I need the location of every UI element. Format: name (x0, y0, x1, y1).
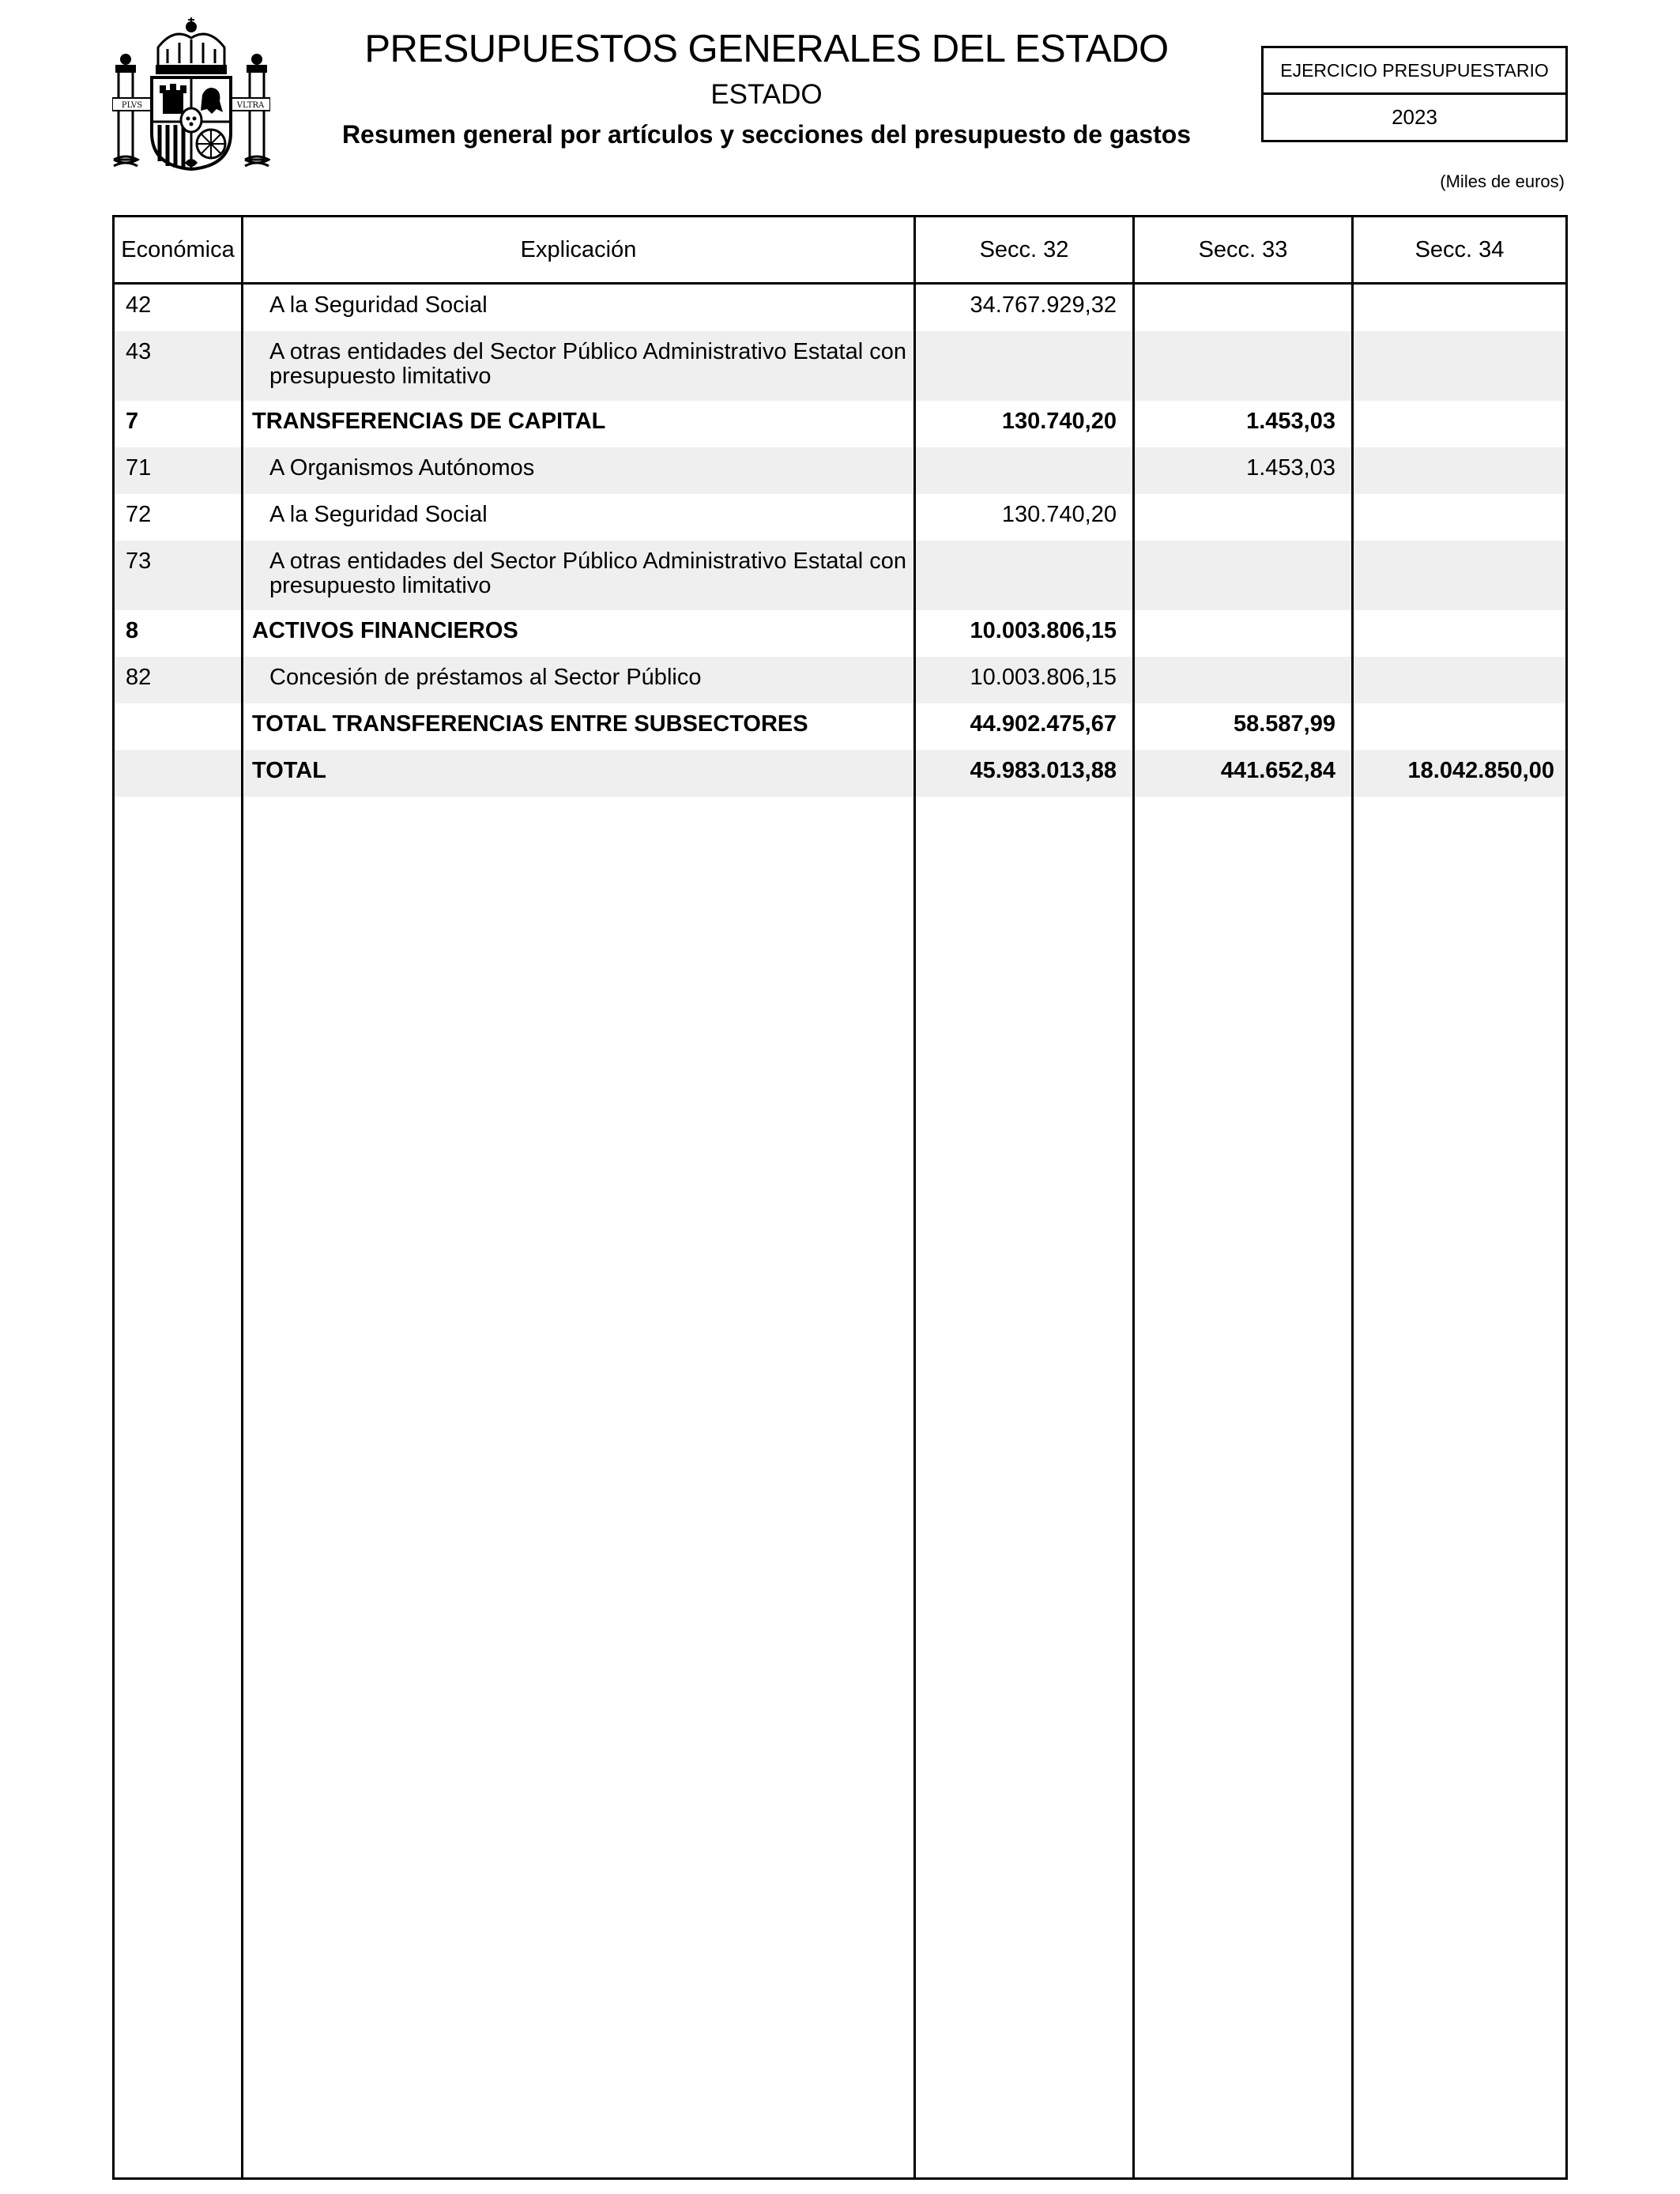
row-value-secc-34 (1354, 494, 1554, 503)
column-header-secc-32: Secc. 32 (979, 236, 1069, 262)
row-description: ACTIVOS FINANCIEROS (252, 618, 518, 643)
row-description: A la Seguridad Social (269, 292, 488, 318)
exercise-box (1261, 46, 1568, 142)
row-value-secc-32 (916, 447, 1117, 456)
column-divider (913, 217, 916, 2177)
row-value-secc-34 (1354, 285, 1554, 293)
row-code: 8 (126, 618, 139, 643)
row-code: 42 (126, 292, 152, 318)
row-description: TOTAL (252, 758, 326, 783)
column-header-secc-34: Secc. 34 (1414, 236, 1505, 262)
table-row (115, 494, 1565, 541)
row-code: 73 (126, 548, 152, 574)
exercise-year: 2023 (1392, 105, 1437, 129)
budget-table (112, 215, 1568, 2180)
row-description: A otras entidades del Sector Público Administrativo Estatal con presupuesto limitativo (269, 339, 906, 389)
table-row (115, 447, 1565, 494)
row-code (126, 750, 236, 759)
table-row (115, 657, 1565, 703)
row-value-secc-32: 130.740,20 (1001, 502, 1117, 527)
document-subtitle: ESTADO (710, 79, 823, 110)
row-description: A otras entidades del Sector Público Administrativo Estatal con presupuesto limitativo (269, 548, 906, 598)
row-value-secc-34 (1354, 657, 1554, 665)
table-row (115, 541, 1565, 610)
svg-text:VLTRA: VLTRA (236, 101, 265, 110)
row-value-secc-32: 34.767.929,32 (970, 292, 1117, 318)
row-value-secc-33 (1135, 331, 1335, 340)
row-value-secc-32: 44.902.475,67 (970, 711, 1117, 737)
units-note: (Miles de euros) (1440, 172, 1565, 191)
row-value-secc-34 (1354, 610, 1554, 619)
row-value-secc-32: 10.003.806,15 (970, 618, 1117, 643)
table-row (115, 331, 1565, 401)
exercise-label: EJERCICIO PRESUPUESTARIO (1264, 48, 1565, 95)
row-value-secc-32 (916, 331, 1117, 340)
svg-text:PLVS: PLVS (121, 101, 143, 110)
column-header-economica: Económica (121, 236, 235, 262)
row-code: 71 (126, 455, 152, 481)
row-value-secc-32 (916, 541, 1117, 549)
row-code: 82 (126, 665, 152, 690)
row-value-secc-33: 1.453,03 (1246, 409, 1335, 434)
document-title: PRESUPUESTOS GENERALES DEL ESTADO (364, 28, 1169, 70)
table-row (115, 703, 1565, 750)
row-description: A la Seguridad Social (269, 502, 488, 527)
column-divider (1132, 217, 1135, 2177)
document-heading: Resumen general por artículos y secciones del presupuesto de gastos (341, 120, 1192, 149)
row-description: Concesión de préstamos al Sector Público (269, 665, 702, 690)
column-divider (241, 217, 243, 2177)
table-row (115, 401, 1565, 447)
row-value-secc-32: 10.003.806,15 (970, 665, 1117, 690)
column-divider (1351, 217, 1354, 2177)
row-value-secc-33 (1135, 494, 1335, 503)
table-header-row (115, 217, 1565, 285)
table-row (115, 610, 1565, 657)
row-code (126, 703, 236, 712)
row-description: TOTAL TRANSFERENCIAS ENTRE SUBSECTORES (252, 711, 808, 737)
row-code: 72 (126, 502, 152, 527)
row-code: 43 (126, 339, 152, 364)
row-value-secc-33 (1135, 285, 1335, 293)
row-description: TRANSFERENCIAS DE CAPITAL (252, 409, 606, 434)
row-value-secc-34 (1354, 401, 1554, 409)
row-code: 7 (126, 409, 139, 434)
table-row (115, 285, 1565, 331)
row-value-secc-32: 45.983.013,88 (970, 758, 1117, 783)
row-value-secc-33: 1.453,03 (1246, 455, 1335, 481)
row-value-secc-33: 58.587,99 (1233, 711, 1335, 737)
row-value-secc-34 (1354, 331, 1554, 340)
column-header-secc-33: Secc. 33 (1198, 236, 1288, 262)
row-value-secc-33 (1135, 657, 1335, 665)
table-row (115, 750, 1565, 797)
row-value-secc-34 (1354, 541, 1554, 549)
row-description: A Organismos Autónomos (269, 455, 535, 481)
coat-of-arms-emblem (112, 16, 270, 172)
row-value-secc-33 (1135, 541, 1335, 549)
row-value-secc-34 (1354, 447, 1554, 456)
row-value-secc-34 (1354, 703, 1554, 712)
row-value-secc-33: 441.652,84 (1220, 758, 1335, 783)
row-value-secc-32: 130.740,20 (1001, 409, 1117, 434)
row-value-secc-33 (1135, 610, 1335, 619)
row-value-secc-34: 18.042.850,00 (1407, 758, 1554, 783)
column-header-explicacion: Explicación (520, 236, 637, 262)
